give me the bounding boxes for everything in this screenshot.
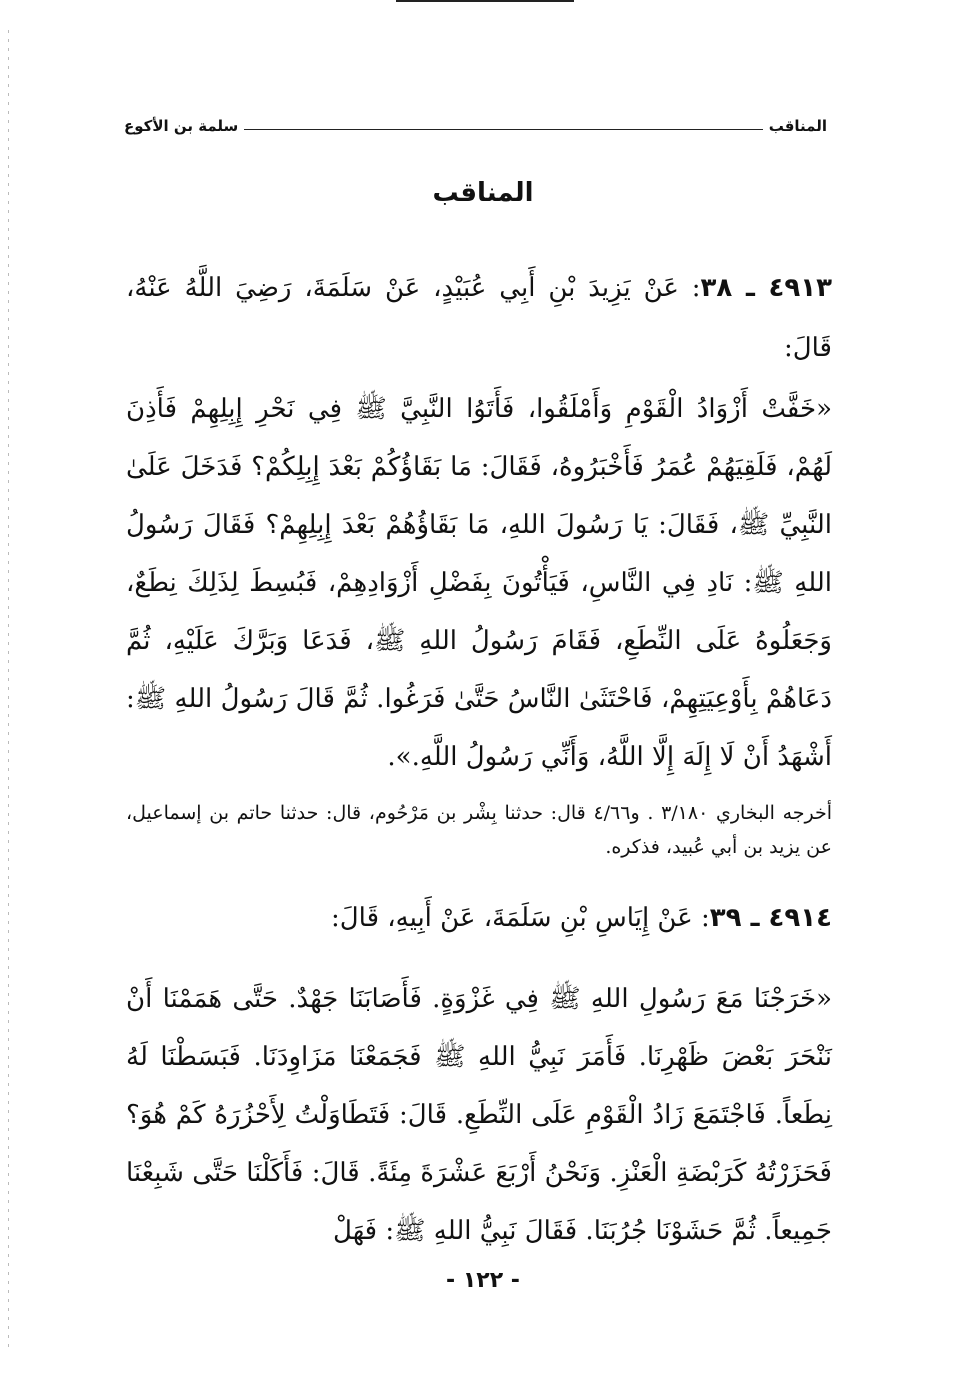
section-title: المناقب	[432, 178, 534, 208]
hadith-number: ٤٩١٤ ـ ٣٩	[709, 903, 832, 933]
top-rule	[396, 0, 574, 2]
hadith-header	[126, 258, 832, 378]
hadith-isnad: : عَنْ يَزِيدَ بْنِ أَبِي عُبَيْدٍ، عَنْ سَلَمَةَ، رَضِيَ اللَّهُ عَنْهُ، قَالَ:	[126, 273, 832, 363]
page-number: - ١٢٢ -	[446, 1268, 520, 1293]
running-header-chapter: المناقب	[768, 117, 827, 135]
hadith-text: «خَرَجْنَا مَعَ رَسُولِ اللهِ ﷺ فِي غَزْوَةٍ. فَأَصَابَنَا جَهْدٌ. حَتَّى هَمَمْنَا أَنْ نَنْحَرَ بَعْضَ ظَهْرِنَا. فَأَمَرَ نَبِيُّ اللهِ ﷺ فَجَمَعْنَا مَزَاوِدَنَا. فَبَسَطْنَا لَهُ نِطَعاً. فَاجْتَمَعَ زَادُ الْقَوْمِ عَلَى النِّطَعِ. قَالَ: فَتَطَاوَلْتُ لِأَحْزُرَهُ كَمْ هُوَ؟ فَحَزَرْتُهُ كَرَبْضَةِ الْعَنْزِ. وَنَحْنُ أَرْبَعَ عَشْرَةَ مِئَةً. قَالَ: فَأَكَلْنَا حَتَّى شَبِعْنَا جَمِيعاً. ثُمَّ حَشَوْنَا جُرُبَنَا. فَقَالَ نَبِيُّ اللهِ ﷺ: فَهَلْ	[126, 984, 832, 1246]
running-header	[124, 113, 827, 139]
hadith-isnad: : عَنْ إِيَاسِ بْنِ سَلَمَةَ، عَنْ أَبِيهِ، قَالَ:	[331, 903, 710, 933]
hadith-takhrij: أخرجه البخاري ٣/١٨٠ . و٤/٦٦ قال: حدثنا بِشْر بن مَرْحُوم، قال: حدثنا حاتم بن إسماعيل، عن يزيد بن أبي عُبيد، فذكره.	[126, 802, 833, 858]
hadith-number: ٤٩١٣ ـ ٣٨	[700, 273, 832, 303]
hadith-text: «خَفَّتْ أَزْوَادُ الْقَوْمِ وَأَمْلَقُوا، فَأَتَوُا النَّبِيَّ ﷺ فِي نَحْرِ إِبِلِهِمْ فَأَذِنَ لَهُمْ، فَلَقِيَهُمْ عُمَرُ فَأَخْبَرُوهُ، فَقَالَ: مَا بَقَاؤُكُمْ بَعْدَ إِبِلِكُمْ؟ فَدَخَلَ عَلَىٰ النَّبِيِّ ﷺ، فَقَالَ: يَا رَسُولَ اللهِ، مَا بَقَاؤُهُمْ بَعْدَ إِبِلِهِمْ؟ فَقَالَ رَسُولُ اللهِ ﷺ: نَادِ فِي النَّاسِ، فَيَأْتُونَ بِفَضْلِ أَزْوَادِهِمْ، فَبُسِطَ لِذَلِكَ نِطَعٌ، وَجَعَلُوهُ عَلَى النِّطَعِ، فَقَامَ رَسُولُ اللهِ ﷺ، فَدَعَا وَبَرَّكَ عَلَيْهِ، ثُمَّ دَعَاهُمْ بِأَوْعِيَتِهِمْ، فَاحْتَثَىٰ النَّاسُ حَتَّىٰ فَرَغُوا. ثُمَّ قَالَ رَسُولُ اللهِ ﷺ: أَشْهَدُ أَنْ لَا إِلَهَ إِلَّا اللَّهُ، وَأَنِّي رَسُولُ اللَّهِ.».	[126, 394, 832, 772]
running-header-companion: سلمة بن الأكوع	[124, 117, 239, 135]
hadith-header	[126, 888, 832, 948]
running-header-rule	[244, 129, 762, 130]
page-edge-marks	[8, 30, 9, 1350]
